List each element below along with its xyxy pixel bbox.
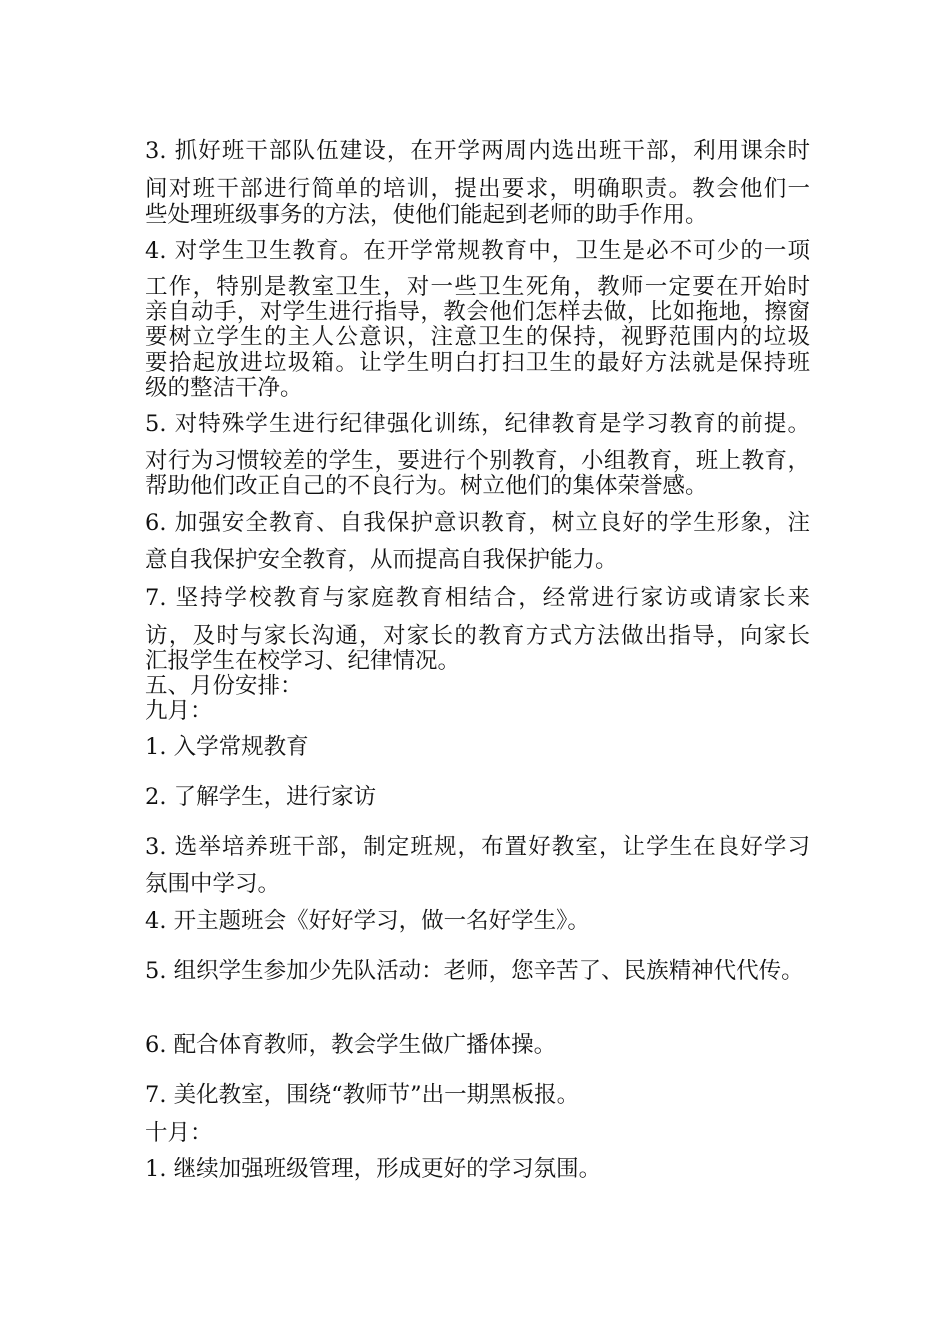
month-heading: 九月： — [145, 698, 213, 724]
text-line: 汇报学生在校学习、纪律情况。 — [145, 648, 461, 674]
month-heading: 十月： — [145, 1120, 213, 1146]
list-item: 1. 入学常规教育 — [145, 734, 309, 760]
text-line: 工作，特别是教室卫生，对一些卫生死角，教师一定要在开始时 — [145, 274, 810, 300]
text-line: 氛围中学习。 — [145, 871, 281, 897]
text-line: 要拾起放进垃圾箱。让学生明白打扫卫生的最好方法就是保持班 — [145, 350, 810, 376]
text-line: 些处理班级事务的方法，使他们能起到老师的助手作用。 — [145, 202, 708, 228]
text-line: 意自我保护安全教育，从而提高自我保护能力。 — [145, 547, 618, 573]
text-line: 访，及时与家长沟通，对家长的教育方式方法做出指导，向家长 — [145, 623, 810, 649]
list-item: 1. 继续加强班级管理，形成更好的学习氛围。 — [145, 1156, 602, 1182]
text-line: 对行为习惯较差的学生，要进行个别教育，小组教育，班上教育， — [145, 448, 810, 474]
list-item: 4. 开主题班会《好好学习，做一名好学生》。 — [145, 908, 590, 934]
list-item: 6. 配合体育教师，教会学生做广播体操。 — [145, 1032, 557, 1058]
text-line: 亲自动手，对学生进行指导，教会他们怎样去做，比如拖地，擦窗 — [145, 299, 810, 325]
text-line: 3. 抓好班干部队伍建设，在开学两周内选出班干部，利用课余时 — [145, 138, 810, 164]
text-line: 间对班干部进行简单的培训，提出要求，明确职责。教会他们一 — [145, 176, 810, 202]
text-line: 级的整洁干净。 — [145, 375, 303, 401]
list-item: 5. 组织学生参加少先队活动：老师，您辛苦了、民族精神代代传。 — [145, 958, 804, 984]
text-line: 要树立学生的主人公意识，注意卫生的保持，视野范围内的垃圾 — [145, 324, 810, 350]
text-line: 6. 加强安全教育、自我保护意识教育，树立良好的学生形象，注 — [145, 510, 810, 536]
list-item: 2. 了解学生，进行家访 — [145, 784, 377, 810]
text-line: 4. 对学生卫生教育。在开学常规教育中，卫生是必不可少的一项 — [145, 238, 810, 264]
text-line: 帮助他们改正自己的不良行为。树立他们的集体荣誉感。 — [145, 473, 708, 499]
text-line: 5. 对特殊学生进行纪律强化训练，纪律教育是学习教育的前提。 — [145, 411, 810, 437]
text-line: 7. 坚持学校教育与家庭教育相结合，经常进行家访或请家长来 — [145, 585, 810, 611]
list-item: 3. 选举培养班干部，制定班规，布置好教室，让学生在良好学习 — [145, 834, 810, 860]
list-item: 7. 美化教室，围绕“教师节”出一期黑板报。 — [145, 1082, 580, 1108]
section-heading: 五、月份安排： — [145, 673, 303, 699]
